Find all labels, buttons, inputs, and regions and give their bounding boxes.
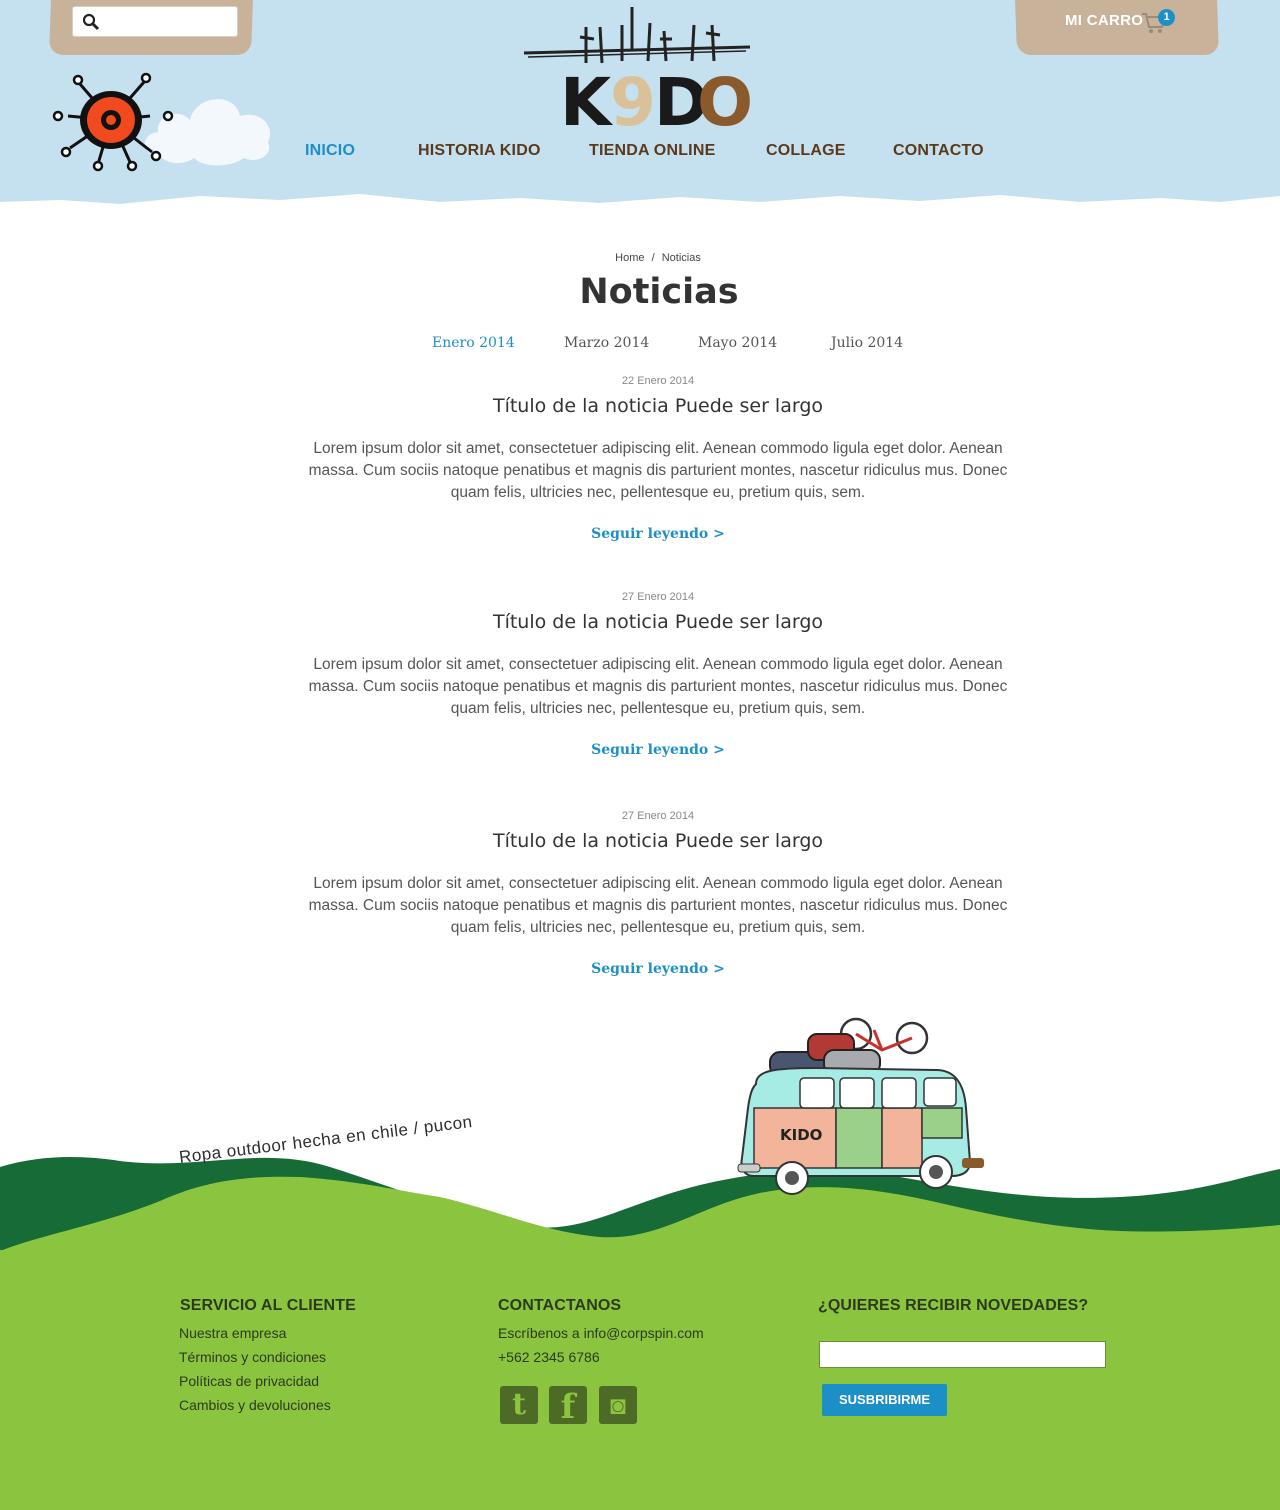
read-more-link[interactable]: Seguir leyendo >	[591, 742, 725, 758]
news-article	[300, 374, 1016, 542]
breadcrumb	[0, 252, 1280, 264]
news-article	[300, 590, 1016, 758]
month-filter-enero[interactable]: Enero 2014	[432, 335, 515, 351]
article-title[interactable]: Título de la noticia Puede ser largo	[492, 830, 824, 852]
contact-email[interactable]: Escríbenos a info@corpspin.com	[498, 1325, 704, 1341]
news-article	[300, 809, 1016, 977]
customer-service-heading: SERVICIO AL CLIENTE	[180, 1297, 356, 1314]
cart-label[interactable]: MI CARRO	[1065, 12, 1144, 29]
month-filter-mayo[interactable]: Mayo 2014	[698, 335, 778, 351]
footer-link-cambios[interactable]: Cambios y devoluciones	[179, 1397, 331, 1413]
article-title[interactable]: Título de la noticia Puede ser largo	[492, 395, 824, 417]
sun-icon	[50, 72, 176, 172]
cart-count-badge: 1	[1158, 9, 1175, 26]
footer-hills	[0, 1005, 1280, 1265]
footer-link-privacidad[interactable]: Políticas de privacidad	[179, 1373, 320, 1389]
logo-letter-i: 9	[610, 64, 656, 130]
month-filter-marzo[interactable]: Marzo 2014	[564, 335, 650, 351]
logo-letter-o: O	[697, 64, 754, 130]
nav-item-tienda-online[interactable]: TIENDA ONLINE	[589, 142, 716, 159]
subscribe-button[interactable]: SUSBRIBIRME	[822, 1384, 947, 1416]
article-excerpt: Lorem ipsum dolor sit amet, consectetuer adipiscing elit. Aenean commodo ligula eget dolor. Aenean massa. Cum sociis natoque penatibus et magnis dis parturient montes, nascetur ridiculus mus. Donec quam felis, ultricies nec, pellentesque eu, pretium quis, sem.	[308, 875, 1008, 936]
article-date: 27 Enero 2014	[621, 591, 695, 603]
logo-letter-d: D	[654, 64, 709, 130]
breadcrumb-current: Noticias	[661, 252, 701, 264]
header-torn-edge	[0, 190, 1280, 215]
contact-phone: +562 2345 6786	[498, 1349, 600, 1365]
article-date: 22 Enero 2014	[621, 375, 695, 387]
logo-letter-k: K	[560, 64, 612, 130]
footer-tagline: Ropa outdoor hecha en chile / pucon	[178, 1112, 474, 1167]
newsletter-heading: ¿QUIERES RECIBIR NOVEDADES?	[818, 1297, 1089, 1314]
footer-link-nuestra-empresa[interactable]: Nuestra empresa	[179, 1325, 287, 1341]
nav-item-inicio[interactable]: INICIO	[305, 142, 356, 159]
nav-item-historia-kido[interactable]: HISTORIA KIDO	[418, 142, 541, 159]
breadcrumb-home[interactable]: Home	[615, 252, 645, 264]
breadcrumb-separator: /	[651, 252, 655, 264]
search-icon[interactable]	[82, 13, 100, 31]
van-logo-text: KIDO	[780, 1126, 823, 1144]
newsletter-email-input[interactable]	[819, 1341, 1106, 1368]
month-filter-julio[interactable]: Julio 2014	[831, 335, 904, 351]
article-title[interactable]: Título de la noticia Puede ser largo	[492, 611, 824, 633]
page-title: Noticias	[579, 272, 739, 312]
footer-link-terminos[interactable]: Términos y condiciones	[179, 1349, 327, 1365]
read-more-link[interactable]: Seguir leyendo >	[591, 526, 725, 542]
article-excerpt: Lorem ipsum dolor sit amet, consectetuer adipiscing elit. Aenean commodo ligula eget dolor. Aenean massa. Cum sociis natoque penatibus et magnis dis parturient montes, nascetur ridiculus mus. Donec quam felis, ultricies nec, pellentesque eu, pretium quis, sem.	[308, 656, 1008, 717]
article-date: 27 Enero 2014	[621, 810, 695, 822]
kido-logo[interactable]	[522, 5, 754, 130]
nav-item-collage[interactable]: COLLAGE	[766, 142, 846, 159]
contact-heading: CONTACTANOS	[498, 1297, 622, 1314]
article-excerpt: Lorem ipsum dolor sit amet, consectetuer adipiscing elit. Aenean commodo ligula eget dolor. Aenean massa. Cum sociis natoque penatibus et magnis dis parturient montes, nascetur ridiculus mus. Donec quam felis, ultricies nec, pellentesque eu, pretium quis, sem.	[308, 440, 1008, 501]
twitter-icon[interactable]: t	[500, 1386, 538, 1424]
facebook-icon[interactable]: f	[549, 1386, 587, 1424]
nav-item-contacto[interactable]: CONTACTO	[893, 142, 984, 159]
instagram-icon[interactable]: ◙	[599, 1386, 637, 1424]
read-more-link[interactable]: Seguir leyendo >	[591, 961, 725, 977]
camper-van-illustration	[736, 1012, 988, 1196]
